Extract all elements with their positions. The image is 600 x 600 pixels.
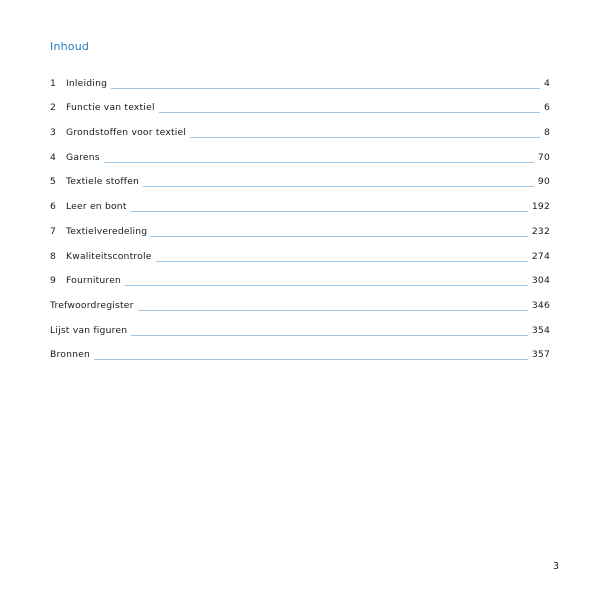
toc-leader-line <box>151 235 528 237</box>
toc-entry-number: 3 <box>50 127 57 139</box>
toc-leader-line <box>190 136 540 138</box>
toc-entry-inleiding[interactable] <box>50 66 550 91</box>
toc-entry-page: 274 <box>531 250 550 262</box>
toc-entry-number: 6 <box>50 201 57 213</box>
toc-entry-label: Fournituren <box>66 275 122 287</box>
toc-entry-bronnen[interactable] <box>50 338 550 363</box>
toc-heading: Inhoud <box>50 40 90 53</box>
toc-leader-line <box>159 111 540 113</box>
toc-entry-label: Grondstoffen voor textiel <box>66 127 187 139</box>
toc-entry-number: 7 <box>50 225 57 237</box>
toc-leader-line <box>131 334 528 336</box>
toc-entry-garens[interactable] <box>50 140 550 165</box>
toc-entry-number: 4 <box>50 151 57 163</box>
page-number: 3 <box>553 561 560 572</box>
toc-entry-label: Kwaliteitscontrole <box>66 250 152 262</box>
toc-entry-number: 2 <box>50 102 57 114</box>
toc-entry-label: Textiele stoffen <box>66 176 140 188</box>
toc-entry-grondstoffen-voor-textiel[interactable] <box>50 115 550 140</box>
toc-entry-number: 5 <box>50 176 57 188</box>
toc-entry-page: 6 <box>543 102 550 114</box>
toc-entry-label: Functie van textiel <box>66 102 155 114</box>
toc-entry-label: Lijst van figuren <box>50 324 128 336</box>
toc-entry-trefwoordregister[interactable] <box>50 288 550 313</box>
toc-entry-label: Bronnen <box>50 349 91 361</box>
toc-entry-label: Textielveredeling <box>66 225 148 237</box>
toc-entry-functie-van-textiel[interactable] <box>50 91 550 116</box>
toc-entry-leer-en-bont[interactable] <box>50 189 550 214</box>
toc-entry-label: Trefwoordregister <box>50 299 134 311</box>
toc-entry-number: 1 <box>50 77 57 89</box>
toc-entry-page: 346 <box>531 299 550 311</box>
toc-leader-line <box>125 284 528 286</box>
toc-entry-page: 354 <box>531 324 550 336</box>
toc-entry-label: Leer en bont <box>66 201 127 213</box>
toc-leader-line <box>111 87 540 89</box>
toc-list <box>50 66 550 362</box>
toc-entry-lijst-van-figuren[interactable] <box>50 313 550 338</box>
toc-entry-page: 192 <box>531 201 550 213</box>
toc-entry-textielveredeling[interactable] <box>50 214 550 239</box>
toc-entry-page: 357 <box>531 349 550 361</box>
toc-leader-line <box>143 185 534 187</box>
toc-entry-number: 8 <box>50 250 57 262</box>
toc-leader-line <box>138 309 528 311</box>
toc-leader-line <box>131 210 528 212</box>
toc-entry-textiele-stoffen[interactable] <box>50 165 550 190</box>
toc-leader-line <box>94 358 528 360</box>
toc-leader-line <box>156 260 528 262</box>
toc-entry-page: 232 <box>531 225 550 237</box>
toc-entry-page: 8 <box>543 127 550 139</box>
toc-entry-number: 9 <box>50 275 57 287</box>
toc-leader-line <box>104 161 534 163</box>
toc-entry-page: 90 <box>537 176 550 188</box>
toc-entry-label: Garens <box>66 151 100 163</box>
toc-entry-page: 70 <box>537 151 550 163</box>
toc-entry-fournituren[interactable] <box>50 264 550 289</box>
toc-entry-page: 304 <box>531 275 550 287</box>
toc-entry-label: Inleiding <box>66 77 108 89</box>
toc-entry-page: 4 <box>543 77 550 89</box>
toc-entry-kwaliteitscontrole[interactable] <box>50 239 550 264</box>
